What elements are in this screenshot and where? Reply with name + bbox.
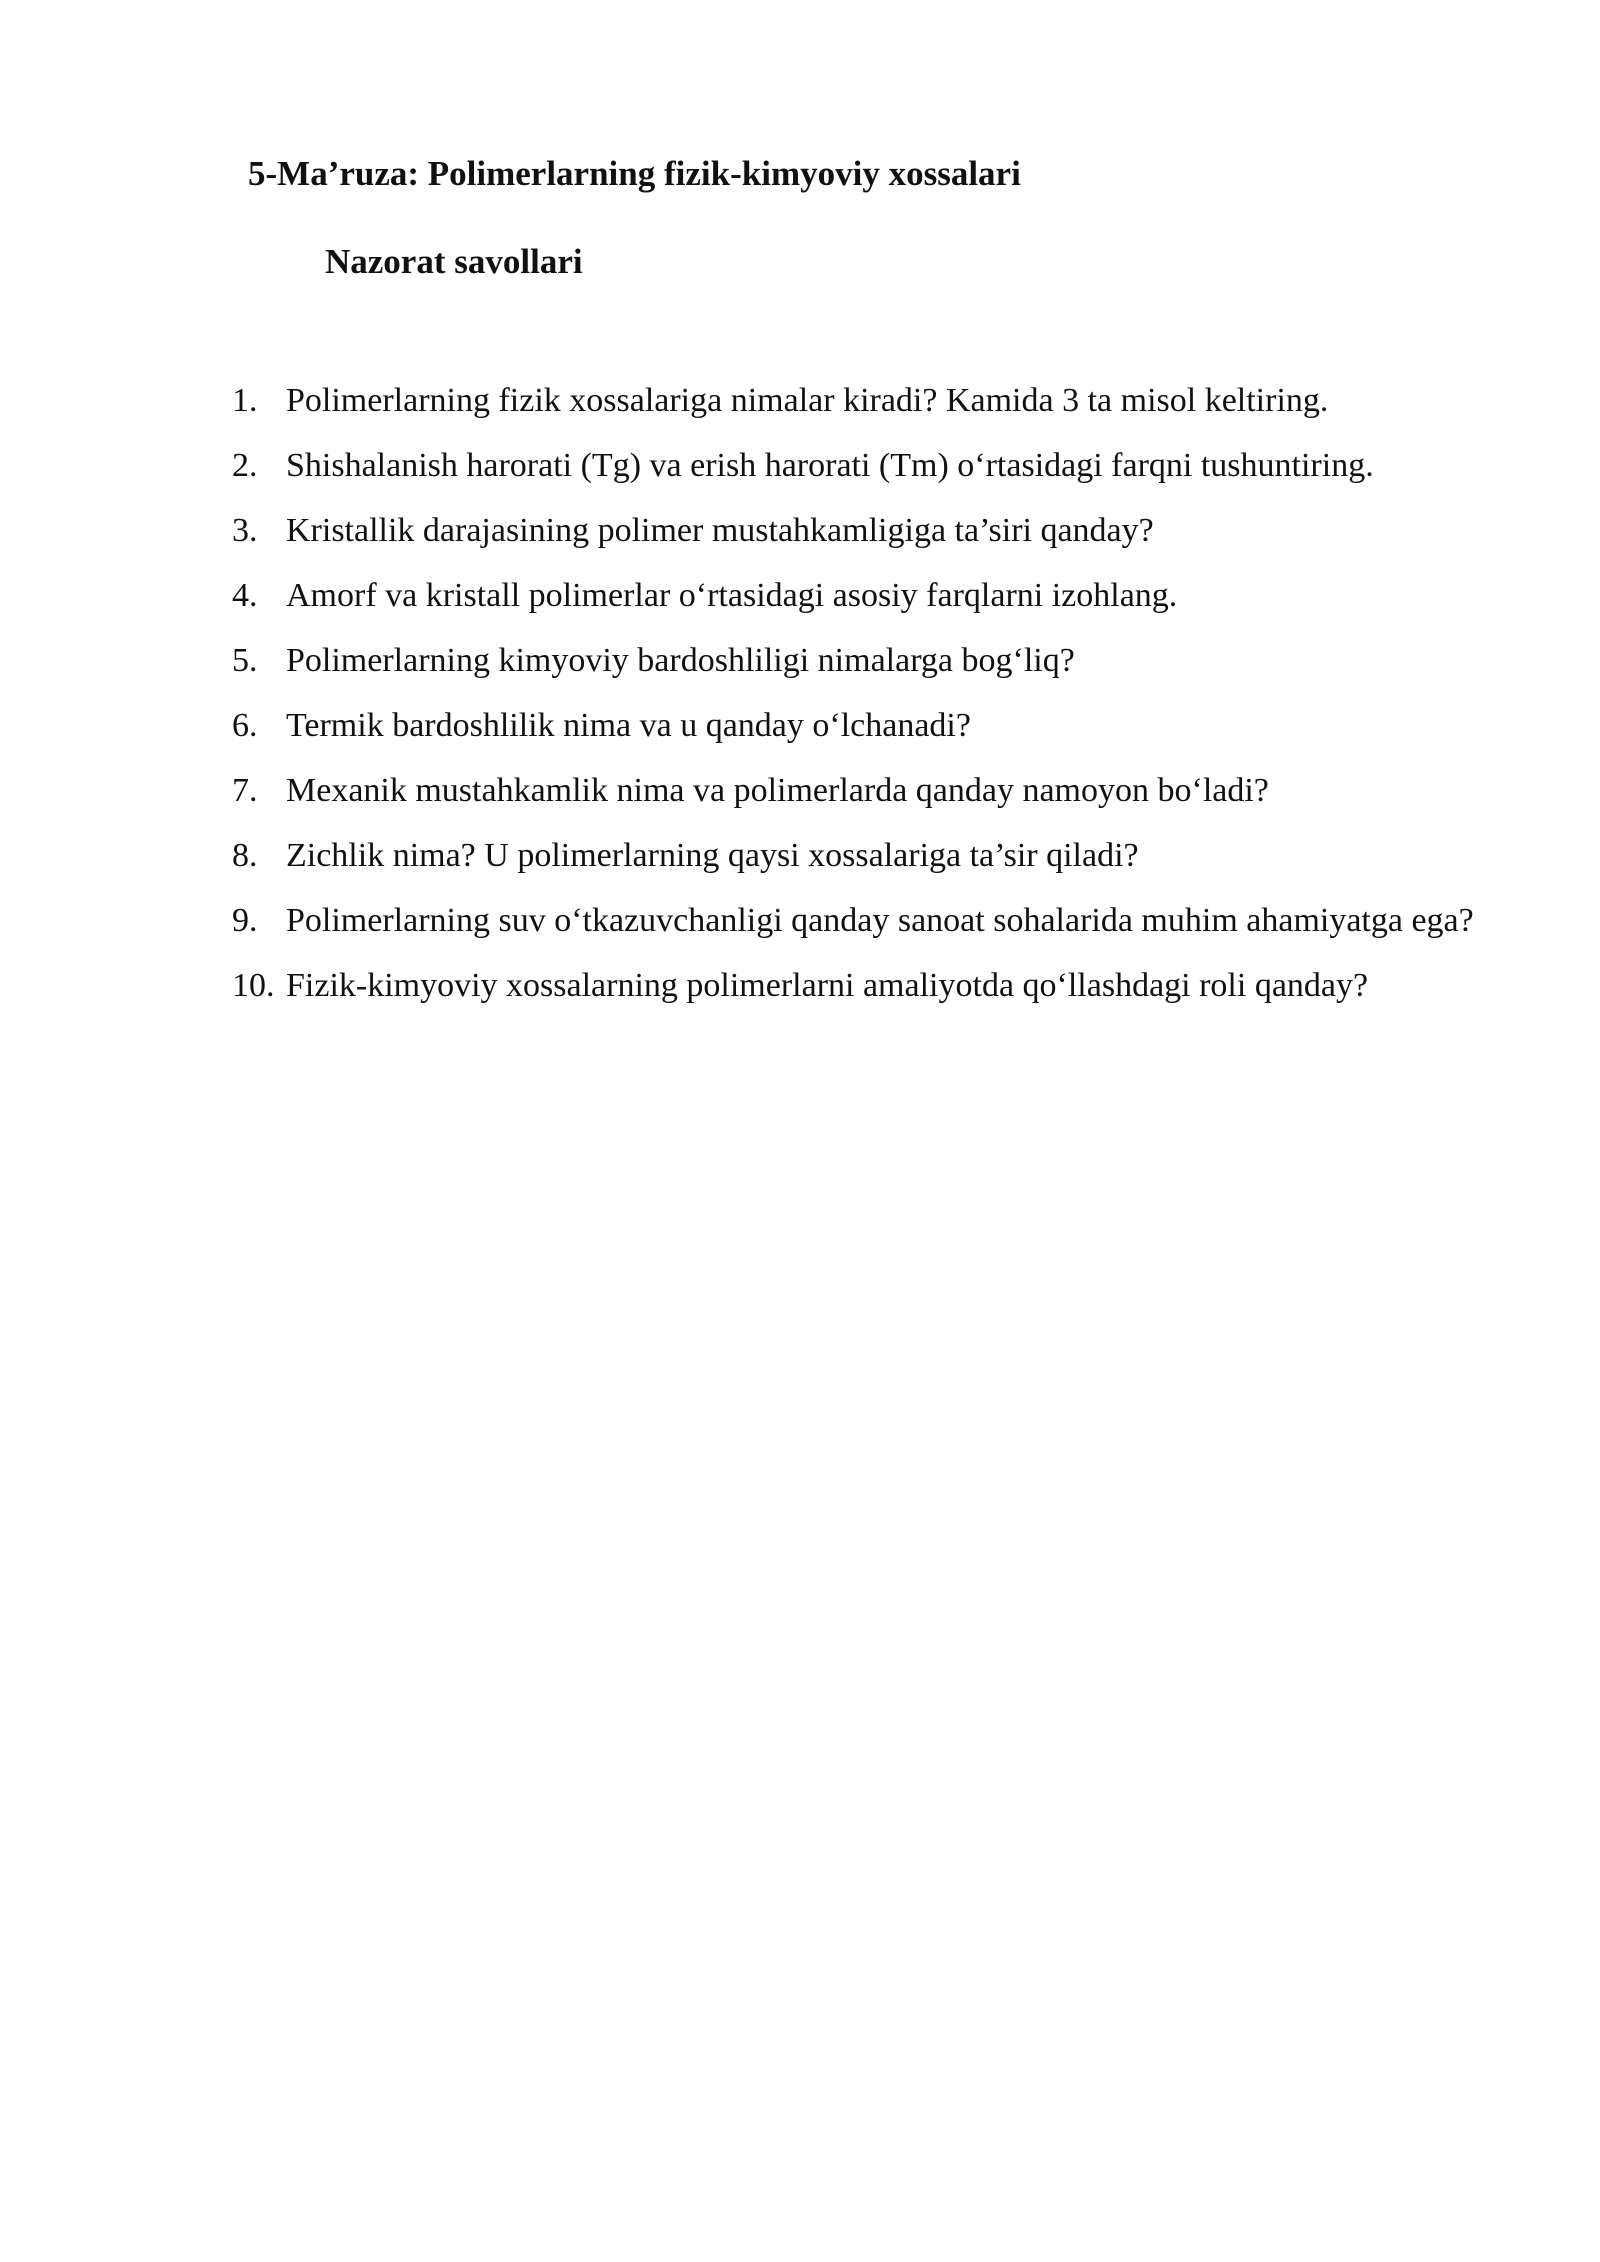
- list-item: [232, 823, 1488, 888]
- question-number: 9.: [232, 902, 258, 939]
- question-number: 10.: [232, 967, 275, 1004]
- section-subtitle: Nazorat savollari: [325, 242, 583, 281]
- question-text: Polimerlarning fizik xossalariga nimalar kiradi? Kamida 3 ta misol keltiring.: [286, 382, 1329, 419]
- question-number: 2.: [232, 447, 258, 484]
- list-item: [232, 498, 1488, 563]
- list-item: [232, 433, 1488, 498]
- question-number: 3.: [232, 512, 258, 549]
- list-item: [232, 953, 1488, 1018]
- question-number: 1.: [232, 382, 258, 419]
- question-text: Polimerlarning suv o‘tkazuvchanligi qanday sanoat sohalarida muhim ahamiyatga ega?: [286, 902, 1474, 939]
- list-item: [232, 693, 1488, 758]
- list-item: [232, 628, 1488, 693]
- question-text: Fizik-kimyoviy xossalarning polimerlarni amaliyotda qo‘llashdagi roli qanday?: [286, 967, 1369, 1004]
- question-text: Mexanik mustahkamlik nima va polimerlarda qanday namoyon bo‘ladi?: [286, 772, 1269, 809]
- document-title: 5-Ma’ruza: Polimerlarning fizik-kimyoviy xossalari: [248, 154, 1021, 193]
- question-number: 5.: [232, 642, 258, 679]
- question-text: Kristallik darajasining polimer mustahkamligiga ta’siri qanday?: [286, 512, 1154, 549]
- question-text: Polimerlarning kimyoviy bardoshliligi nimalarga bog‘liq?: [286, 642, 1075, 679]
- list-item: [232, 758, 1488, 823]
- question-number: 8.: [232, 837, 258, 874]
- question-text: Zichlik nima? U polimerlarning qaysi xossalariga ta’sir qiladi?: [286, 837, 1139, 874]
- questions-list: [232, 368, 1488, 1018]
- question-text: Shishalanish harorati (Tg) va erish harorati (Tm) o‘rtasidagi farqni tushuntiring.: [286, 447, 1374, 484]
- list-item: [232, 563, 1488, 628]
- question-number: 7.: [232, 772, 258, 809]
- question-number: 6.: [232, 707, 258, 744]
- list-item: [232, 368, 1488, 433]
- question-text: Amorf va kristall polimerlar o‘rtasidagi asosiy farqlarni izohlang.: [286, 577, 1178, 614]
- question-number: 4.: [232, 577, 258, 614]
- question-text: Termik bardoshlilik nima va u qanday o‘lchanadi?: [286, 707, 971, 744]
- list-item: [232, 888, 1488, 953]
